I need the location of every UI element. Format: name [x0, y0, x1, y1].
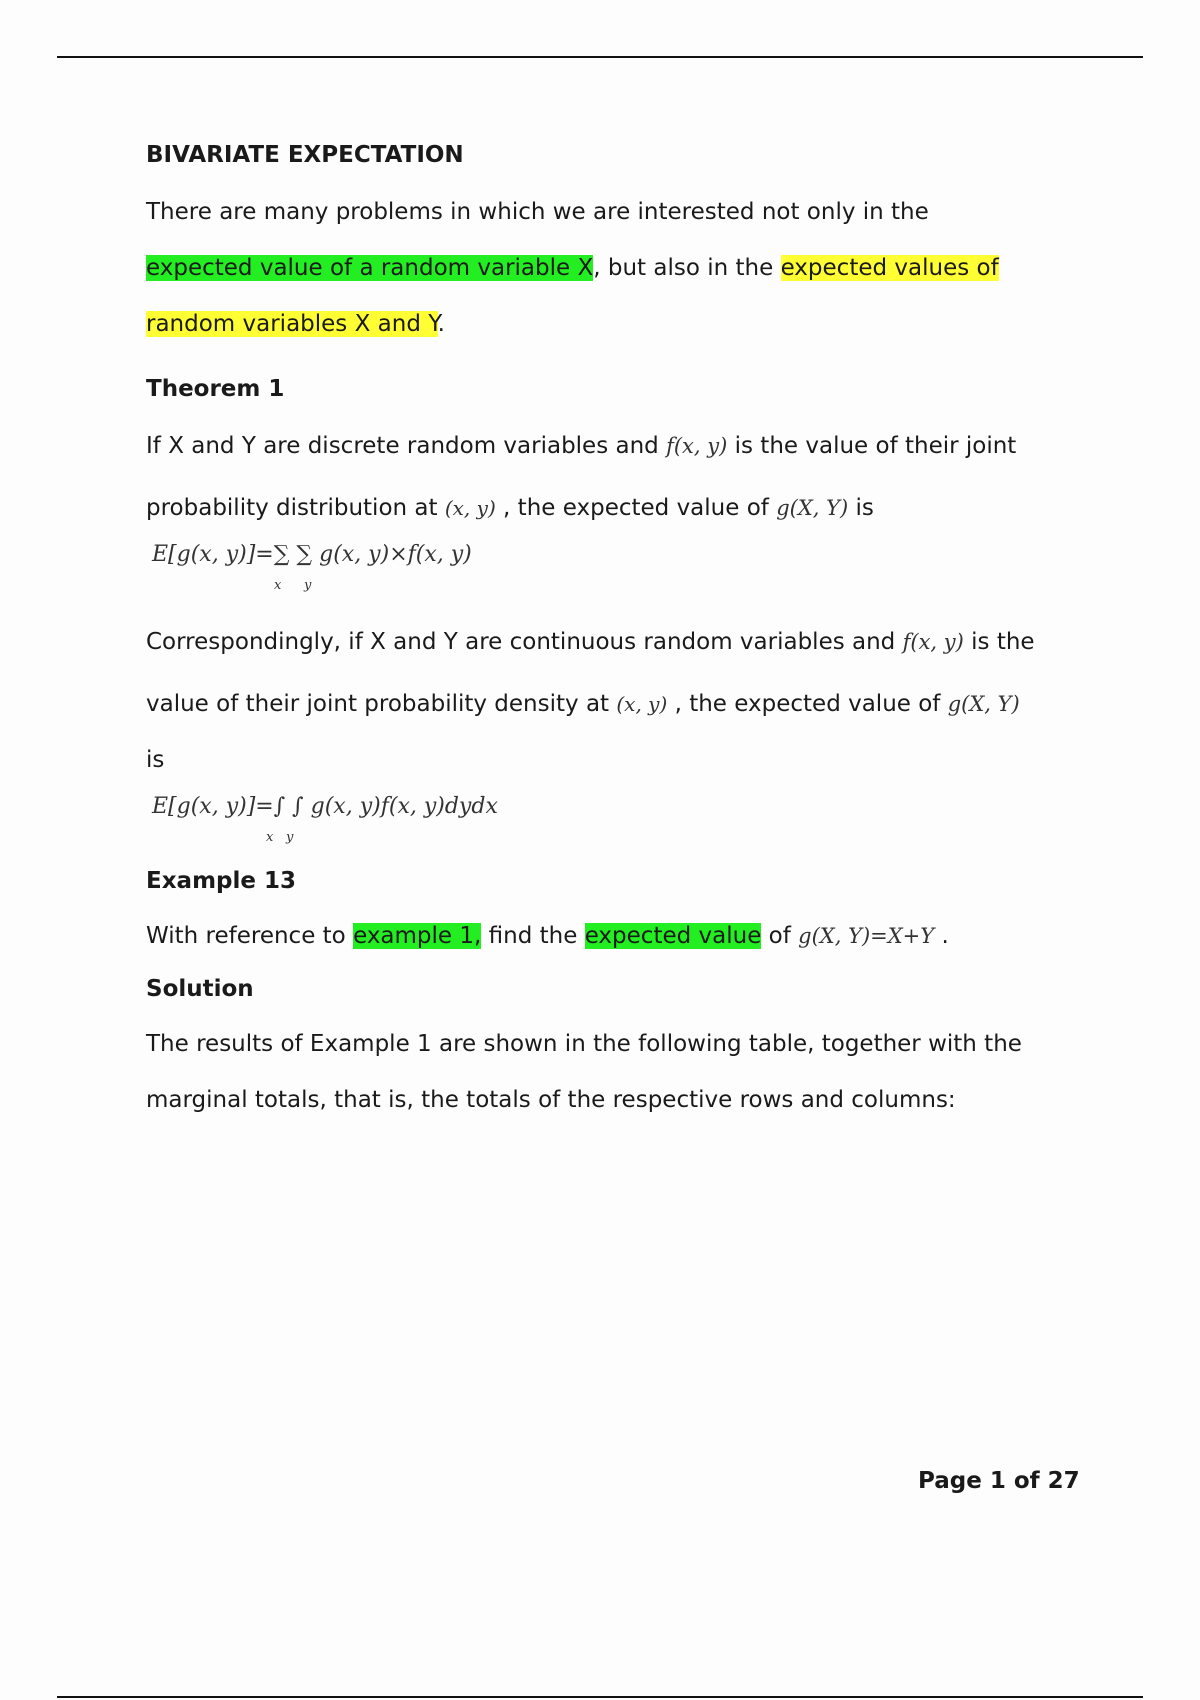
intro-text-2: , but also in the [593, 255, 781, 281]
theorem-text-1b: is the value of their joint [727, 433, 1017, 459]
continuous-line-2 [146, 676, 1096, 732]
continuous-text-1a: Correspondingly, if X and Y are continuous random variables and [146, 629, 903, 655]
page-number: Page 1 of 27 [918, 1468, 1080, 1494]
highlight-green-1: expected value of a random variable X [146, 255, 594, 281]
example-text-a: With reference to [146, 923, 354, 949]
example-text-d: . [934, 923, 949, 949]
equation-discrete [146, 536, 1096, 606]
highlight-green-2: example 1, [353, 923, 482, 949]
highlight-yellow-1: expected values of [780, 255, 999, 281]
intro-line-3 [146, 296, 1096, 352]
intro-text-1: There are many problems in which we are interested not only in the [146, 199, 929, 225]
continuous-text-2b: , the expected value of [667, 691, 948, 717]
equation-continuous-body: E[g(x, y)]=∫ ∫ g(x, y)f(x, y)dydx [152, 794, 498, 819]
intro-line-1 [146, 184, 1096, 240]
math-g-XY-2: g(X, Y) [947, 692, 1020, 716]
continuous-line-1 [146, 614, 1096, 670]
math-f-xy: f(x, y) [666, 434, 728, 458]
continuous-text-1b: is the [963, 629, 1035, 655]
solution-line-1: The results of Example 1 are shown in the following table, together with the [146, 1031, 1022, 1057]
intro-text-3: . [437, 311, 445, 337]
theorem-heading: Theorem 1 [146, 376, 285, 402]
integral-subscript-y: y [286, 830, 294, 845]
math-xy-2: (x, y) [616, 692, 668, 716]
theorem-line-2 [146, 480, 1096, 536]
theorem-text-1a: If X and Y are discrete random variables and [146, 433, 667, 459]
theorem-text-2b: , the expected value of [495, 495, 777, 521]
solution-line-2: marginal totals, that is, the totals of the respective rows and columns: [146, 1087, 956, 1113]
sum-subscript-x: x [274, 578, 282, 593]
sum-subscript-y: y [304, 578, 312, 593]
math-f-xy-2: f(x, y) [902, 630, 964, 654]
theorem-text-2c: is [848, 495, 874, 521]
highlight-green-3: expected value [584, 923, 762, 949]
equation-continuous [146, 788, 1096, 858]
continuous-text-2a: value of their joint probability density at [146, 691, 617, 717]
top-rule [57, 56, 1143, 58]
solution-heading: Solution [146, 976, 254, 1002]
continuous-line-3: is [146, 747, 165, 773]
page-title: BIVARIATE EXPECTATION [146, 142, 464, 168]
theorem-text-2a: probability distribution at [146, 495, 445, 521]
example-line-1 [146, 908, 1096, 964]
equation-discrete-body: E[g(x, y)]=∑ ∑ g(x, y)×f(x, y) [152, 542, 472, 567]
example-text-b: find the [481, 923, 585, 949]
math-g-XY: g(X, Y) [776, 496, 849, 520]
bottom-rule [57, 1696, 1143, 1698]
document-body [146, 140, 1096, 1128]
highlight-yellow-2: random variables X and Y [146, 311, 438, 337]
intro-line-2 [146, 240, 1096, 296]
example-text-c: of [761, 923, 799, 949]
math-g-sum: g(X, Y)=X+Y [798, 924, 935, 948]
integral-subscript-x: x [266, 830, 274, 845]
math-xy: (x, y) [444, 496, 496, 520]
theorem-line-1 [146, 418, 1096, 474]
example-heading: Example 13 [146, 868, 296, 894]
